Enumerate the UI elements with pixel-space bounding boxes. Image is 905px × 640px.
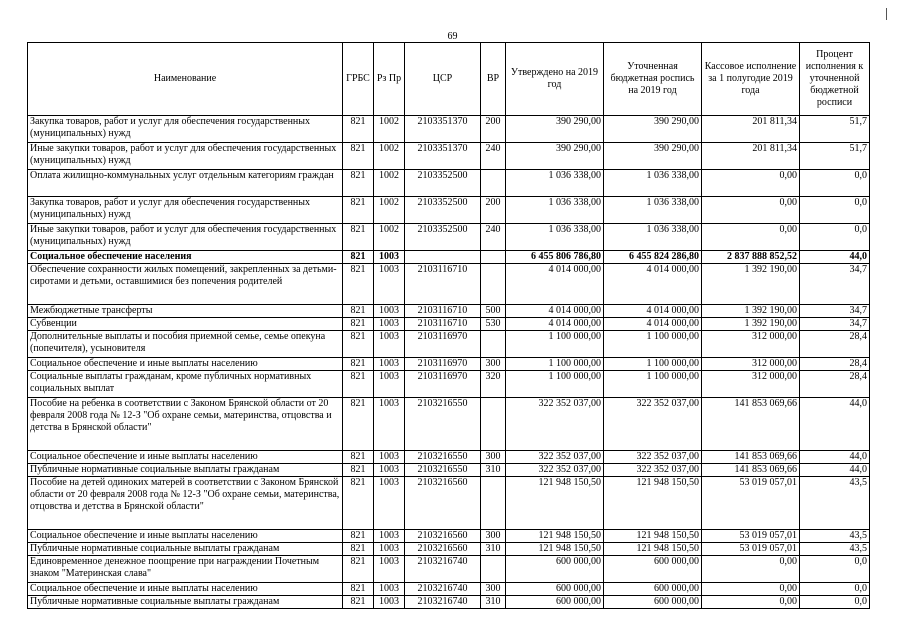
cell-name: Пособие на ребенка в соответствии с Законом Брянской области от 20 февраля 2008 года № 12-З "Об охране семьи, материнства, отцовства и детства в Брянской области" [28,398,343,451]
table-body [28,116,870,609]
cell-grbs: 821 [343,251,374,264]
cell-approved: 6 455 806 786,80 [506,251,604,264]
header-rzpr: Рз Пр [374,43,405,116]
cell-refined: 600 000,00 [604,556,702,583]
cell-refined: 121 948 150,50 [604,530,702,543]
cell-cash: 53 019 057,01 [702,477,800,530]
cell-name: Публичные нормативные социальные выплаты гражданам [28,543,343,556]
cell-rzpr: 1002 [374,224,405,251]
header-percent: Процент исполнения к уточненной бюджетной росписи [800,43,870,116]
cell-vr [481,264,506,305]
table-row [28,596,870,609]
cell-approved: 600 000,00 [506,596,604,609]
cell-name: Публичные нормативные социальные выплаты гражданам [28,596,343,609]
cell-approved: 600 000,00 [506,556,604,583]
cell-csr: 2103352500 [405,224,481,251]
cell-grbs: 821 [343,596,374,609]
cell-csr: 2103216550 [405,464,481,477]
cell-name: Оплата жилищно-коммунальных услуг отдельным категориям граждан [28,170,343,197]
cell-name: Закупка товаров, работ и услуг для обеспечения государственных (муниципальных) нужд [28,116,343,143]
cell-cash: 2 837 888 852,52 [702,251,800,264]
cell-grbs: 821 [343,264,374,305]
cell-approved: 121 948 150,50 [506,477,604,530]
cell-approved: 322 352 037,00 [506,398,604,451]
table-row [28,556,870,583]
table-row [28,530,870,543]
cell-name: Субвенции [28,318,343,331]
cell-percent: 51,7 [800,116,870,143]
cell-rzpr: 1002 [374,143,405,170]
cell-rzpr: 1003 [374,583,405,596]
cell-grbs: 821 [343,477,374,530]
cell-grbs: 821 [343,116,374,143]
cell-vr: 200 [481,197,506,224]
cell-percent: 44,0 [800,398,870,451]
cell-vr: 300 [481,358,506,371]
cell-refined: 1 036 338,00 [604,170,702,197]
cell-cash: 1 392 190,00 [702,305,800,318]
cell-refined: 4 014 000,00 [604,305,702,318]
cell-cash: 1 392 190,00 [702,318,800,331]
cell-approved: 1 100 000,00 [506,358,604,371]
cell-csr: 2103216740 [405,596,481,609]
table-row [28,477,870,530]
cell-rzpr: 1003 [374,556,405,583]
cell-csr: 2103351370 [405,116,481,143]
cell-grbs: 821 [343,318,374,331]
cell-grbs: 821 [343,331,374,358]
cell-grbs: 821 [343,224,374,251]
cell-csr: 2103216550 [405,398,481,451]
page-number: 69 [447,31,458,42]
cell-cash: 53 019 057,01 [702,543,800,556]
cell-rzpr: 1003 [374,318,405,331]
cell-vr: 300 [481,583,506,596]
cell-vr: 500 [481,305,506,318]
cell-rzpr: 1003 [374,451,405,464]
cell-grbs: 821 [343,197,374,224]
cell-percent: 43,5 [800,543,870,556]
cell-grbs: 821 [343,556,374,583]
table-row [28,143,870,170]
cell-vr: 300 [481,530,506,543]
table-row [28,331,870,358]
cell-rzpr: 1003 [374,477,405,530]
cell-refined: 600 000,00 [604,596,702,609]
cell-csr: 2103116710 [405,305,481,318]
cell-cash: 53 019 057,01 [702,530,800,543]
cell-vr: 240 [481,224,506,251]
cell-grbs: 821 [343,358,374,371]
cell-name: Социальное обеспечение и иные выплаты населению [28,358,343,371]
cell-name: Дополнительные выплаты и пособия приемной семье, семье опекуна (попечителя), усыновителя [28,331,343,358]
table-row [28,197,870,224]
cell-cash: 0,00 [702,170,800,197]
table-row [28,318,870,331]
cell-refined: 121 948 150,50 [604,543,702,556]
cell-percent: 44,0 [800,251,870,264]
cell-csr: 2103352500 [405,197,481,224]
cell-name: Пособие на детей одиноких матерей в соответствии с Законом Брянской области от 20 февраля 2008 года № 12-З "Об охране семьи, материнства, отцовства и детства в Брянской области" [28,477,343,530]
cell-approved: 390 290,00 [506,116,604,143]
cell-percent: 0,0 [800,197,870,224]
cell-rzpr: 1002 [374,197,405,224]
table-row [28,583,870,596]
header-refined: Уточненная бюджетная роспись на 2019 год [604,43,702,116]
cell-cash: 201 811,34 [702,116,800,143]
cell-csr: 2103216740 [405,583,481,596]
cell-approved: 600 000,00 [506,583,604,596]
cell-refined: 1 100 000,00 [604,358,702,371]
cell-vr: 200 [481,116,506,143]
cell-rzpr: 1003 [374,596,405,609]
cell-csr: 2103116970 [405,371,481,398]
cell-percent: 28,4 [800,371,870,398]
header-vr: ВР [481,43,506,116]
cell-name: Публичные нормативные социальные выплаты гражданам [28,464,343,477]
table-row [28,451,870,464]
cell-cash: 0,00 [702,596,800,609]
cell-cash: 141 853 069,66 [702,464,800,477]
cell-approved: 1 036 338,00 [506,224,604,251]
cell-approved: 1 036 338,00 [506,197,604,224]
cell-cash: 0,00 [702,224,800,251]
cell-vr [481,251,506,264]
cell-approved: 4 014 000,00 [506,318,604,331]
table-row [28,170,870,197]
cell-vr: 530 [481,318,506,331]
cell-refined: 4 014 000,00 [604,318,702,331]
cell-approved: 322 352 037,00 [506,451,604,464]
cell-percent: 28,4 [800,358,870,371]
cell-vr: 300 [481,451,506,464]
cell-percent: 44,0 [800,464,870,477]
cell-grbs: 821 [343,451,374,464]
edge-mark [886,8,887,20]
cell-cash: 201 811,34 [702,143,800,170]
cell-approved: 1 100 000,00 [506,371,604,398]
cell-vr: 320 [481,371,506,398]
cell-cash: 312 000,00 [702,371,800,398]
cell-percent: 0,0 [800,596,870,609]
cell-csr: 2103216560 [405,477,481,530]
cell-rzpr: 1002 [374,170,405,197]
cell-csr: 2103216550 [405,451,481,464]
cell-cash: 0,00 [702,197,800,224]
cell-refined: 1 100 000,00 [604,371,702,398]
cell-name: Социальное обеспечение и иные выплаты населению [28,530,343,543]
cell-cash: 312 000,00 [702,358,800,371]
budget-table [27,42,870,609]
cell-percent: 44,0 [800,451,870,464]
cell-cash: 141 853 069,66 [702,451,800,464]
cell-name: Межбюджетные трансферты [28,305,343,318]
cell-cash: 0,00 [702,556,800,583]
cell-approved: 4 014 000,00 [506,305,604,318]
cell-name: Обеспечение сохранности жилых помещений, закрепленных за детьми-сиротами и детьми, оставшимися без попечения родителей [28,264,343,305]
table-row [28,371,870,398]
cell-approved: 390 290,00 [506,143,604,170]
cell-csr: 2103351370 [405,143,481,170]
cell-name: Единовременное денежное поощрение при награждении Почетным знаком "Материнская слава" [28,556,343,583]
cell-refined: 600 000,00 [604,583,702,596]
table-row [28,251,870,264]
cell-name: Иные закупки товаров, работ и услуг для обеспечения государственных (муниципальных) нужд [28,224,343,251]
cell-approved: 121 948 150,50 [506,530,604,543]
cell-refined: 390 290,00 [604,116,702,143]
cell-rzpr: 1003 [374,371,405,398]
cell-percent: 34,7 [800,305,870,318]
cell-name: Социальное обеспечение населения [28,251,343,264]
cell-rzpr: 1003 [374,358,405,371]
cell-approved: 4 014 000,00 [506,264,604,305]
table-row [28,398,870,451]
cell-refined: 1 036 338,00 [604,197,702,224]
cell-refined: 6 455 824 286,80 [604,251,702,264]
cell-vr: 310 [481,543,506,556]
header-row [28,43,870,116]
header-approved: Утверждено на 2019 год [506,43,604,116]
table-row [28,224,870,251]
cell-percent: 0,0 [800,224,870,251]
cell-rzpr: 1003 [374,251,405,264]
cell-percent: 51,7 [800,143,870,170]
cell-refined: 390 290,00 [604,143,702,170]
cell-rzpr: 1003 [374,331,405,358]
cell-refined: 322 352 037,00 [604,451,702,464]
cell-refined: 322 352 037,00 [604,398,702,451]
cell-csr: 2103116970 [405,331,481,358]
table-row [28,464,870,477]
table-row [28,543,870,556]
cell-percent: 0,0 [800,556,870,583]
cell-vr [481,398,506,451]
table-row [28,116,870,143]
cell-vr [481,477,506,530]
cell-csr [405,251,481,264]
cell-grbs: 821 [343,305,374,318]
cell-grbs: 821 [343,543,374,556]
cell-refined: 121 948 150,50 [604,477,702,530]
cell-csr: 2103352500 [405,170,481,197]
cell-percent: 34,7 [800,264,870,305]
cell-vr: 310 [481,464,506,477]
cell-percent: 0,0 [800,170,870,197]
cell-grbs: 821 [343,464,374,477]
cell-refined: 1 036 338,00 [604,224,702,251]
cell-csr: 2103116710 [405,318,481,331]
cell-approved: 121 948 150,50 [506,543,604,556]
cell-name: Социальное обеспечение и иные выплаты населению [28,451,343,464]
cell-refined: 1 100 000,00 [604,331,702,358]
cell-approved: 1 100 000,00 [506,331,604,358]
cell-csr: 2103216740 [405,556,481,583]
cell-csr: 2103116710 [405,264,481,305]
cell-grbs: 821 [343,143,374,170]
cell-grbs: 821 [343,371,374,398]
header-cash: Кассовое исполнение за 1 полугодие 2019 года [702,43,800,116]
cell-vr: 240 [481,143,506,170]
cell-cash: 1 392 190,00 [702,264,800,305]
cell-rzpr: 1003 [374,530,405,543]
cell-cash: 0,00 [702,583,800,596]
cell-vr [481,331,506,358]
cell-percent: 0,0 [800,583,870,596]
cell-rzpr: 1003 [374,398,405,451]
cell-rzpr: 1003 [374,264,405,305]
cell-name: Закупка товаров, работ и услуг для обеспечения государственных (муниципальных) нужд [28,197,343,224]
table-row [28,305,870,318]
cell-vr [481,170,506,197]
cell-csr: 2103216560 [405,530,481,543]
cell-name: Социальное обеспечение и иные выплаты населению [28,583,343,596]
cell-vr: 310 [481,596,506,609]
cell-cash: 312 000,00 [702,331,800,358]
cell-rzpr: 1003 [374,305,405,318]
table-row [28,264,870,305]
header-csr: ЦСР [405,43,481,116]
cell-name: Социальные выплаты гражданам, кроме публичных нормативных социальных выплат [28,371,343,398]
cell-percent: 43,5 [800,477,870,530]
cell-grbs: 821 [343,398,374,451]
cell-grbs: 821 [343,530,374,543]
cell-csr: 2103116970 [405,358,481,371]
cell-percent: 43,5 [800,530,870,543]
cell-approved: 322 352 037,00 [506,464,604,477]
cell-grbs: 821 [343,170,374,197]
header-name: Наименование [28,43,343,116]
cell-csr: 2103216560 [405,543,481,556]
cell-vr [481,556,506,583]
cell-grbs: 821 [343,583,374,596]
cell-approved: 1 036 338,00 [506,170,604,197]
header-grbs: ГРБС [343,43,374,116]
cell-rzpr: 1003 [374,543,405,556]
cell-rzpr: 1003 [374,464,405,477]
cell-cash: 141 853 069,66 [702,398,800,451]
cell-name: Иные закупки товаров, работ и услуг для обеспечения государственных (муниципальных) нужд [28,143,343,170]
cell-refined: 4 014 000,00 [604,264,702,305]
table-row [28,358,870,371]
cell-percent: 34,7 [800,318,870,331]
cell-percent: 28,4 [800,331,870,358]
cell-refined: 322 352 037,00 [604,464,702,477]
cell-rzpr: 1002 [374,116,405,143]
